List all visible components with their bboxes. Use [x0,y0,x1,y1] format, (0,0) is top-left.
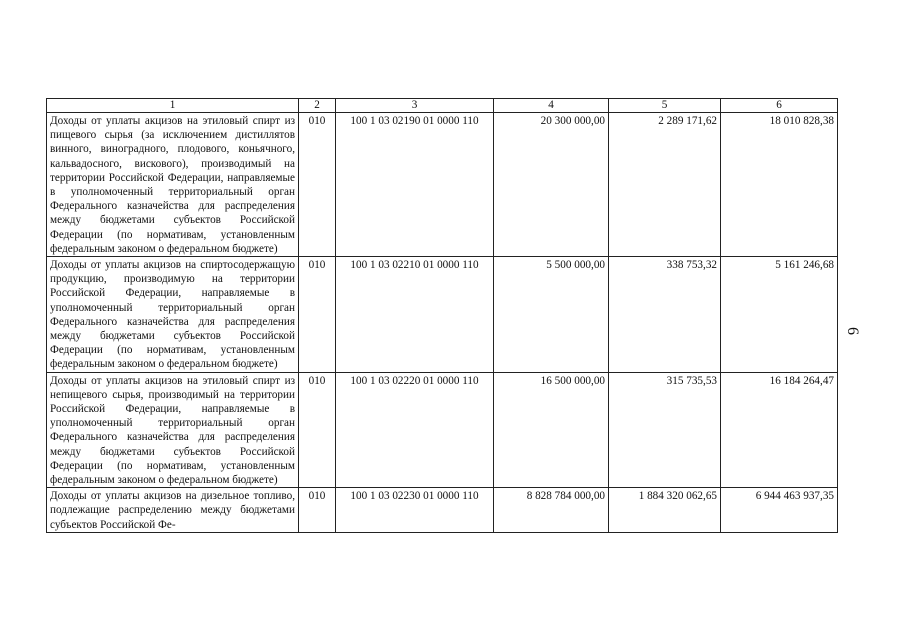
income-name-cell: Доходы от уплаты акцизов на дизельное топливо, подлежащие распределению между бюджетами субъектов Российской Фе- [47,488,299,533]
table-header-row [47,99,838,113]
approved-amount-cell: 5 500 000,00 [494,257,609,373]
approved-amount-cell: 16 500 000,00 [494,372,609,488]
unexecuted-amount-cell: 6 944 463 937,35 [721,488,838,533]
line-code-cell: 010 [299,257,336,373]
table-row [47,372,838,488]
line-code-cell: 010 [299,372,336,488]
table-row [47,257,838,373]
income-name-cell: Доходы от уплаты акцизов на спиртосодержащую продукцию, производимую на территории Российской Федерации, направляемые в уполномоченный территориальный орган Федерального казначейства для распределения между бюджетами субъектов Российской Федерации (по нормативам, установленным федеральным законом о федеральном бюджете) [47,257,299,373]
budget-code-cell: 100 1 03 02190 01 0000 110 [336,113,494,257]
executed-amount-cell: 338 753,32 [609,257,721,373]
column-header-3: 3 [336,99,494,113]
column-header-6: 6 [721,99,838,113]
column-header-2: 2 [299,99,336,113]
column-header-5: 5 [609,99,721,113]
line-code-cell: 010 [299,113,336,257]
table-row [47,113,838,257]
income-name-cell: Доходы от уплаты акцизов на этиловый спирт из пищевого сырья (за исключением дистиллятов винного, виноградного, плодового, коньячного, кальвадосного, вискового), производимый на территории Российской Федерации, направляемые в уполномоченный территориальный орган Федерального казначейства для распределения между бюджетами субъектов Российской Федерации (по нормативам, установленным федеральным законом о федеральном бюджете) [47,113,299,257]
executed-amount-cell: 2 289 171,62 [609,113,721,257]
column-header-4: 4 [494,99,609,113]
unexecuted-amount-cell: 5 161 246,68 [721,257,838,373]
unexecuted-amount-cell: 18 010 828,38 [721,113,838,257]
approved-amount-cell: 8 828 784 000,00 [494,488,609,533]
table-row [47,488,838,533]
column-header-1: 1 [47,99,299,113]
unexecuted-amount-cell: 16 184 264,47 [721,372,838,488]
budget-code-cell: 100 1 03 02220 01 0000 110 [336,372,494,488]
line-code-cell: 010 [299,488,336,533]
income-table [46,98,838,533]
table-viewport [46,98,838,604]
budget-code-cell: 100 1 03 02230 01 0000 110 [336,488,494,533]
approved-amount-cell: 20 300 000,00 [494,113,609,257]
budget-code-cell: 100 1 03 02210 01 0000 110 [336,257,494,373]
page-number: 6 [844,327,861,335]
executed-amount-cell: 315 735,53 [609,372,721,488]
executed-amount-cell: 1 884 320 062,65 [609,488,721,533]
income-name-cell: Доходы от уплаты акцизов на этиловый спирт из непищевого сырья, производимый на территории Российской Федерации, направляемые в уполномоченный территориальный орган Федерального казначейства для распределения между бюджетами субъектов Российской Федерации (по нормативам, установленным федеральным законом о федеральном бюджете) [47,372,299,488]
